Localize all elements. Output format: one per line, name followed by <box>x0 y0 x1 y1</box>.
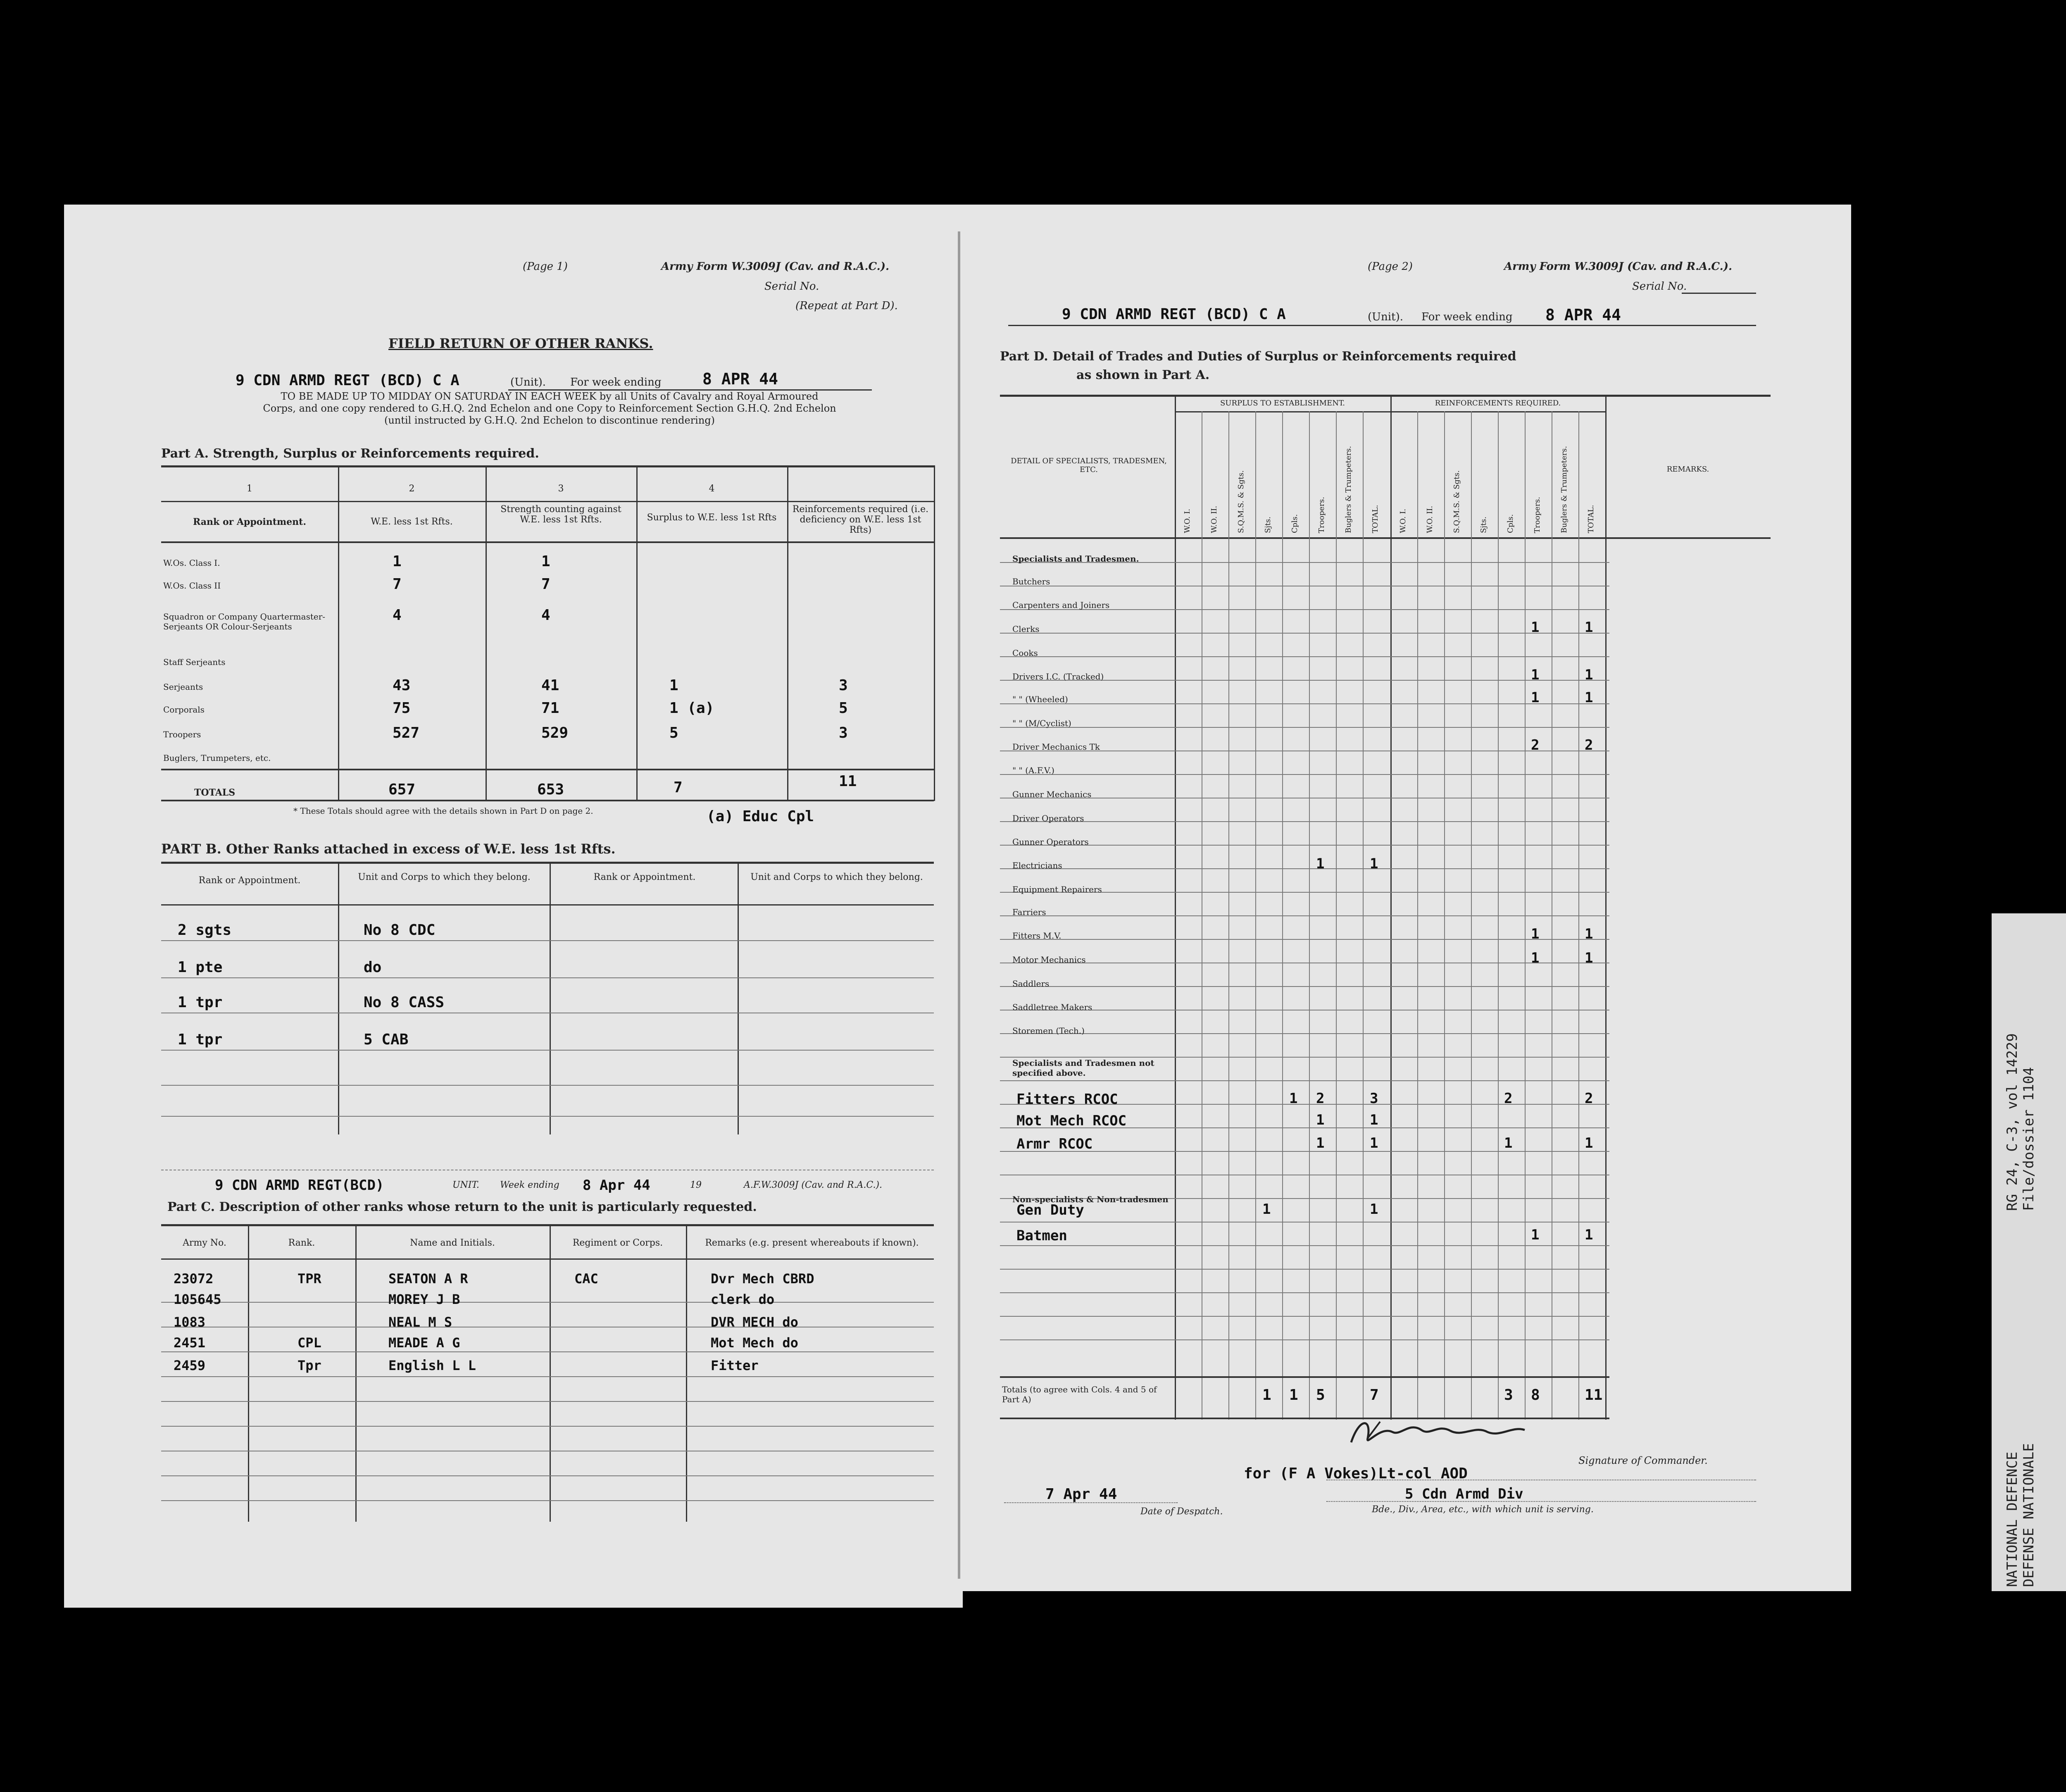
reinforcement-subcol-header: Buglers & Trumpeters. <box>1560 446 1569 533</box>
reinforcement-subcol-header: S.Q.M.S. & Sgts. <box>1452 470 1461 533</box>
trade-count: 1 <box>1531 689 1540 706</box>
trade-label: Gunner Operators <box>1012 837 1089 847</box>
form-page-2 <box>959 205 1851 1591</box>
surplus-subcol-header: Cpls. <box>1290 514 1299 533</box>
reinforcement-value: 5 <box>839 700 848 717</box>
trade-label: Fitters M.V. <box>1012 931 1062 941</box>
trade-label: Butchers <box>1012 577 1050 586</box>
despatch-date: 7 Apr 44 <box>1045 1486 1117 1503</box>
dept-fr: DEFENSE NATIONALE <box>2021 1443 2037 1587</box>
trade-label: Gunner Mechanics <box>1012 789 1092 799</box>
part-c-unit: 9 CDN ARMD REGT(BCD) <box>215 1177 384 1194</box>
col-header-strength: Strength counting against W.E. less 1st Rfts. <box>500 504 621 525</box>
attached-rank: 1 tpr <box>178 1031 223 1048</box>
dept-en: NATIONAL DEFENCE <box>2004 1451 2021 1587</box>
surplus-subcol-header: Sjts. <box>1264 516 1272 533</box>
trade-label: Gen Duty <box>1016 1202 1084 1218</box>
remarks-header: REMARKS. <box>1666 465 1709 474</box>
signature-caption: Signature of Commander. <box>1578 1455 1708 1466</box>
we-value: 75 <box>393 700 411 717</box>
trade-label: Electricians <box>1012 860 1062 870</box>
remarks: Mot Mech do <box>711 1335 798 1351</box>
rank: TPR <box>298 1271 321 1287</box>
trade-count: 1 <box>1585 1135 1593 1151</box>
page1-unit-label: (Unit). <box>510 376 546 388</box>
commander-signature <box>1343 1413 1541 1451</box>
reference-text <box>2004 913 2062 1211</box>
trade-label: Storemen (Tech.) <box>1012 1026 1085 1036</box>
trade-count: 1 <box>1585 1227 1593 1243</box>
trade-label: " " (A.F.V.) <box>1012 765 1054 775</box>
army-number: 2451 <box>174 1335 206 1351</box>
part-d-totals-label: Totals (to agree with Cols. 4 and 5 of Part A) <box>1002 1385 1157 1404</box>
corps: CAC <box>574 1271 598 1287</box>
trade-count: 1 <box>1531 667 1540 683</box>
trade-label: Farriers <box>1012 907 1046 917</box>
trade-count: 1 <box>1531 1227 1540 1243</box>
we-value: 1 <box>393 553 402 570</box>
rank-label: Squadron or Company Quartermaster-Serjeants OR Colour-Serjeants <box>163 612 326 631</box>
ref-line-1: RG 24, C-3, vol 14229 <box>2004 1033 2021 1211</box>
surplus-subcol-header: W.O. II. <box>1210 505 1219 533</box>
remarks: Dvr Mech CBRD <box>711 1271 814 1287</box>
trade-count: 1 <box>1585 689 1593 706</box>
col-header-reinforcements: Reinforcements required (i.e. deficiency on W.E. less 1st Rfts) <box>792 504 929 535</box>
trade-label: Carpenters and Joiners <box>1012 600 1110 610</box>
page1-unit: 9 CDN ARMD REGT (BCD) C A <box>236 372 459 389</box>
total-count: 1 <box>1289 1387 1298 1404</box>
page1-week-label: For week ending <box>570 376 662 388</box>
trade-count: 1 <box>1289 1090 1298 1107</box>
strength-value: 529 <box>541 724 569 741</box>
detail-header: DETAIL OF SPECIALISTS, TRADESMEN, ETC. <box>1011 457 1167 474</box>
page2-form-id: Army Form W.3009J (Cav. and R.A.C.). <box>1504 260 1733 273</box>
part-a-footnote: * These Totals should agree with the details shown in Part D on page 2. <box>293 806 593 816</box>
attached-unit: No 8 CASS <box>364 994 445 1011</box>
part-c-title: Part C. Description of other ranks whose return to the unit is particularly requested. <box>167 1200 757 1214</box>
name: English L L <box>388 1358 476 1373</box>
name: SEATON A R <box>388 1271 468 1287</box>
trade-label: Non-specialists & Non-tradesmen <box>1012 1194 1169 1204</box>
surplus-subcol-header: Buglers & Trumpeters. <box>1344 446 1353 533</box>
name: NEAL M S <box>388 1314 452 1330</box>
trade-label: Specialists and Tradesmen not specified above. <box>1012 1058 1154 1078</box>
reinforcement-subcol-header: TOTAL. <box>1587 505 1595 533</box>
surplus-header: SURPLUS TO ESTABLISHMENT. <box>1220 399 1345 407</box>
surplus-subcol-header: S.Q.M.S. & Sgts. <box>1237 470 1245 533</box>
page-fold <box>958 231 960 1579</box>
part-c-week: 8 Apr 44 <box>583 1177 650 1194</box>
attached-rank: 2 sgts <box>178 922 232 939</box>
rank-label: Serjeants <box>163 682 203 692</box>
army-number: 1083 <box>174 1314 206 1330</box>
trade-count: 2 <box>1585 1090 1593 1107</box>
reinforcement-subcol-header: W.O. I. <box>1399 508 1407 533</box>
strength-value: 4 <box>541 607 550 624</box>
rank: CPL <box>298 1335 321 1351</box>
totals-label: TOTALS <box>194 787 236 798</box>
reinforcement-subcol-header: Cpls. <box>1506 514 1515 533</box>
attached-unit: do <box>364 959 382 976</box>
trade-label: Drivers I.C. (Tracked) <box>1012 672 1104 682</box>
trade-label: Driver Operators <box>1012 813 1084 823</box>
total-count: 7 <box>1370 1387 1379 1404</box>
attached-unit: 5 CAB <box>364 1031 409 1048</box>
part-d-title-2: as shown in Part A. <box>1076 368 1210 382</box>
we-value: 7 <box>393 576 402 593</box>
total-count: 11 <box>1585 1387 1603 1404</box>
army-number: 23072 <box>174 1271 214 1287</box>
trade-label: Driver Mechanics Tk <box>1012 742 1100 752</box>
rank-label: Buglers, Trumpeters, etc. <box>163 753 271 763</box>
page1-week: 8 APR 44 <box>702 370 778 388</box>
surplus-subcol-header: Troopers. <box>1317 496 1326 533</box>
we-value: 4 <box>393 607 402 624</box>
trade-label: Saddlers <box>1012 979 1050 989</box>
col-header-rank: Rank or Appointment. <box>193 517 306 527</box>
formation-caption: Bde., Div., Area, etc., with which unit is serving. <box>1372 1504 1594 1515</box>
department-text <box>2004 1380 2062 1587</box>
trade-count: 1 <box>1585 619 1593 636</box>
trade-count: 1 <box>1531 926 1540 942</box>
trade-count: 2 <box>1531 737 1540 753</box>
trade-count: 1 <box>1370 1112 1378 1128</box>
total-we: 657 <box>388 781 416 798</box>
page1-label: (Page 1) <box>523 260 568 273</box>
total-count: 5 <box>1316 1387 1325 1404</box>
strength-value: 71 <box>541 700 559 717</box>
trade-label: Equipment Repairers <box>1012 884 1102 894</box>
trade-count: 1 <box>1585 950 1593 966</box>
trade-count: 3 <box>1370 1090 1378 1107</box>
trade-count: 1 <box>1370 1201 1378 1218</box>
page2-serial: Serial No. <box>1632 280 1687 293</box>
col-header-surplus: Surplus to W.E. less 1st Rfts <box>647 512 777 523</box>
total-count: 3 <box>1504 1387 1513 1404</box>
trade-count: 2 <box>1585 737 1593 753</box>
surplus-subcol-header: W.O. I. <box>1183 508 1192 533</box>
trade-count: 1 <box>1370 1135 1378 1151</box>
trade-count: 1 <box>1585 667 1593 683</box>
page1-serial: Serial No. <box>764 280 819 293</box>
trade-count: 1 <box>1370 855 1378 872</box>
page2-unit: 9 CDN ARMD REGT (BCD) C A <box>1062 306 1286 323</box>
page1-form-id: Army Form W.3009J (Cav. and R.A.C.). <box>661 260 890 273</box>
trade-label: Fitters RCOC <box>1016 1091 1118 1108</box>
trade-count: 1 <box>1531 950 1540 966</box>
reinforcement-subcol-header: Sjts. <box>1479 516 1488 533</box>
name: MEADE A G <box>388 1335 460 1351</box>
army-number: 105645 <box>174 1292 221 1307</box>
trade-label: " " (Wheeled) <box>1012 694 1068 704</box>
trade-count: 2 <box>1504 1090 1513 1107</box>
name: MOREY J B <box>388 1292 460 1307</box>
trade-label: Specialists and Tradesmen. <box>1012 554 1139 564</box>
total-strength: 653 <box>537 781 564 798</box>
we-value: 527 <box>393 724 420 741</box>
surplus-subcol-header: TOTAL. <box>1371 505 1380 533</box>
surplus-value: 1 <box>669 677 678 694</box>
for-line: for (F A Vokes)Lt-col AOD <box>1244 1465 1468 1482</box>
ref-line-2: File/dossier 1104 <box>2021 1067 2037 1211</box>
attached-unit: No 8 CDC <box>364 922 436 939</box>
surplus-value: 5 <box>669 724 678 741</box>
col-header-we: W.E. less 1st Rfts. <box>371 517 453 527</box>
part-b-title: PART B. Other Ranks attached in excess of W.E. less 1st Rfts. <box>161 841 616 857</box>
trade-label: " " (M/Cyclist) <box>1012 718 1071 728</box>
trade-label: Motor Mechanics <box>1012 955 1086 965</box>
trade-count: 2 <box>1316 1090 1325 1107</box>
part-a-title: Part A. Strength, Surplus or Reinforcements required. <box>161 446 539 461</box>
rank-label: Staff Serjeants <box>163 657 226 667</box>
page1-title: FIELD RETURN OF OTHER RANKS. <box>388 336 653 351</box>
page2-label: (Page 2) <box>1368 260 1413 273</box>
reinforcement-subcol-header: Troopers. <box>1533 496 1542 533</box>
remarks: clerk do <box>711 1292 775 1307</box>
note-educ-cpl: (a) Educ Cpl <box>707 808 814 825</box>
page1-repeat: (Repeat at Part D). <box>795 300 898 312</box>
reinforcements-header: REINFORCEMENTS REQUIRED. <box>1435 399 1561 407</box>
trade-label: Batmen <box>1016 1227 1067 1244</box>
total-count: 1 <box>1262 1387 1271 1404</box>
strength-value: 7 <box>541 576 550 593</box>
trade-count: 1 <box>1316 1135 1325 1151</box>
rank-label: Troopers <box>163 729 201 739</box>
despatch-caption: Date of Despatch. <box>1140 1506 1223 1517</box>
strength-value: 41 <box>541 677 559 694</box>
rank-label: W.Os. Class I. <box>163 558 220 568</box>
trade-label: Armr RCOC <box>1016 1136 1093 1152</box>
page2-week: 8 APR 44 <box>1545 306 1621 324</box>
trade-label: Cooks <box>1012 648 1038 658</box>
trade-count: 1 <box>1585 926 1593 942</box>
strength-value: 1 <box>541 553 550 570</box>
rank-label: W.Os. Class II <box>163 581 221 591</box>
trade-count: 1 <box>1316 1112 1325 1128</box>
trade-label: Mot Mech RCOC <box>1016 1113 1127 1129</box>
reinforcement-value: 3 <box>839 724 848 741</box>
trade-label: Clerks <box>1012 624 1040 634</box>
reference-strip <box>1992 913 2066 1591</box>
trade-count: 1 <box>1504 1135 1513 1151</box>
trade-count: 1 <box>1262 1201 1271 1218</box>
attached-rank: 1 pte <box>178 959 223 976</box>
trade-count: 1 <box>1316 855 1325 872</box>
trade-count: 1 <box>1531 619 1540 636</box>
remarks: Fitter <box>711 1358 759 1373</box>
remarks: DVR MECH do <box>711 1314 798 1330</box>
page1-instructions: TO BE MADE UP TO MIDDAY ON SATURDAY IN EACH WEEK by all Units of Cavalry and Royal Armoured Corps, and one copy rendered to G.H.Q. 2nd Echelon and one Copy to Reinforcement Section G.H.Q. 2nd Echelon (until instructed by G.H.Q. 2nd Echelon to discontinue rendering) <box>263 391 836 426</box>
total-count: 8 <box>1531 1387 1540 1404</box>
trade-label: Saddletree Makers <box>1012 1002 1093 1012</box>
attached-rank: 1 tpr <box>178 994 223 1011</box>
part-d-title: Part D. Detail of Trades and Duties of Surplus or Reinforcements required <box>1000 349 1516 364</box>
surplus-value: 1 (a) <box>669 700 714 717</box>
reinforcement-subcol-header: W.O. II. <box>1426 505 1434 533</box>
reinforcement-value: 3 <box>839 677 848 694</box>
formation: 5 Cdn Armd Div <box>1405 1486 1523 1502</box>
rank: Tpr <box>298 1358 321 1373</box>
total-reinforcements: 11 <box>839 773 857 790</box>
total-surplus: 7 <box>674 779 683 796</box>
army-number: 2459 <box>174 1358 206 1373</box>
rank-label: Corporals <box>163 705 205 715</box>
we-value: 43 <box>393 677 411 694</box>
